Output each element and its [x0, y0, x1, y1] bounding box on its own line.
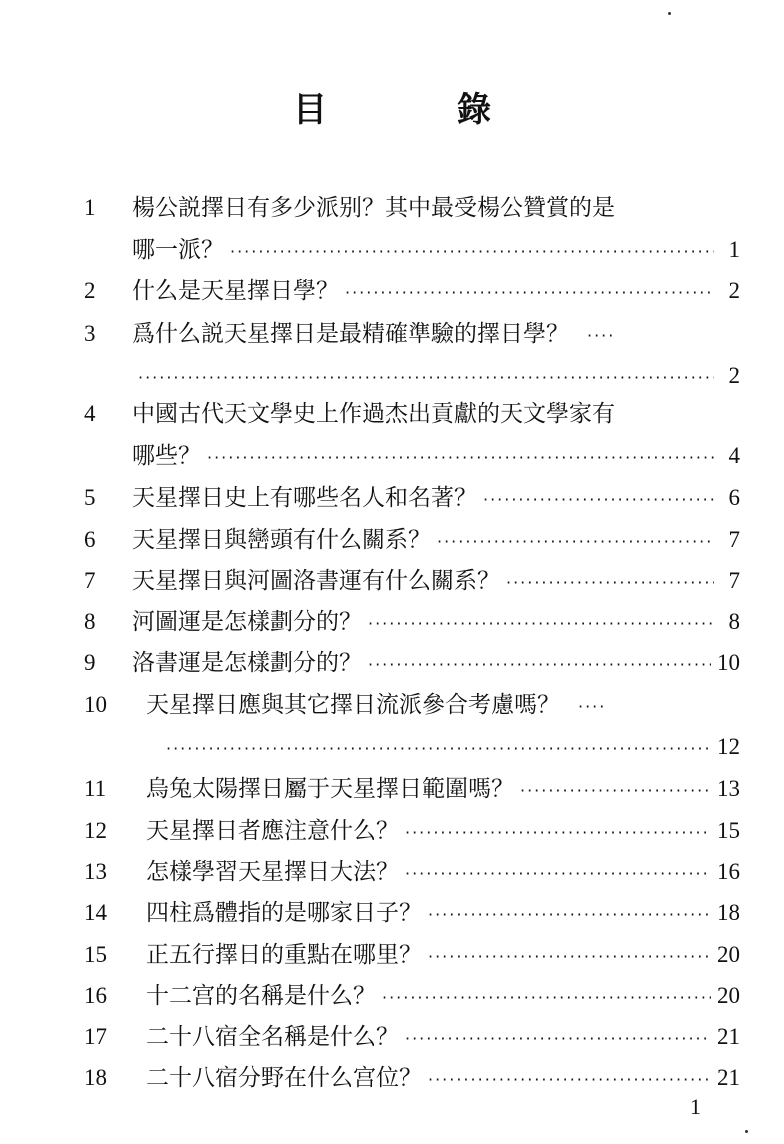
toc-entry-page: 4 — [728, 443, 740, 468]
toc-entry-page: 7 — [728, 568, 740, 593]
toc-entry-line — [146, 1062, 740, 1094]
leader-dots — [405, 817, 711, 849]
toc-entry-page: 21 — [717, 1065, 740, 1090]
leader-dots — [578, 691, 608, 723]
toc-entry-title: 天星擇日與巒頭有什么關系？ — [132, 527, 431, 553]
toc-entry-line — [146, 815, 740, 847]
toc-entry-line — [146, 980, 740, 1012]
toc-entry-page: 20 — [717, 983, 740, 1008]
toc-entry-page: 7 — [728, 527, 740, 552]
toc-entry-number: 18 — [84, 1065, 107, 1090]
leader-dots — [428, 899, 711, 931]
leader-dots — [405, 1023, 711, 1055]
toc-entry-page: 12 — [717, 734, 740, 759]
toc-entry-page: 8 — [728, 609, 740, 634]
toc-entry-number: 9 — [84, 650, 96, 675]
toc-entry-title: 二十八宿分野在什么宫位？ — [146, 1065, 422, 1091]
toc-entry-number: 10 — [84, 692, 107, 717]
toc-entry-title: 什么是天星擇日學？ — [132, 278, 339, 304]
toc-entry-title: 怎樣學習天星擇日大法？ — [146, 859, 399, 885]
toc-entry-title: 天星擇日史上有哪些名人和名著？ — [132, 485, 477, 511]
toc-entry-line — [132, 360, 740, 392]
toc-entry-number: 13 — [84, 859, 107, 884]
toc-entry-page: 13 — [717, 776, 740, 801]
toc-entry-page: 20 — [717, 942, 740, 967]
toc-entry-line — [146, 773, 740, 805]
leader-dots — [428, 1064, 711, 1096]
leader-dots — [520, 775, 711, 807]
toc-entry-page: 6 — [728, 485, 740, 510]
toc-entry-line — [160, 731, 740, 763]
page-title: 目 錄 — [293, 90, 539, 130]
toc-entry-page: 21 — [717, 1024, 740, 1049]
toc-entry-line — [146, 856, 740, 888]
leader-dots — [345, 277, 714, 309]
toc-entry-title: 中國古代天文學史上作過杰出貢獻的天文學家有 — [132, 401, 615, 427]
toc-entry-page: 18 — [717, 900, 740, 925]
toc-entry-title: 正五行擇日的重點在哪里？ — [146, 942, 422, 968]
leader-dots — [483, 484, 714, 516]
leader-dots — [506, 567, 714, 599]
leader-dots — [382, 982, 711, 1014]
leader-dots — [166, 733, 711, 765]
print-speck — [668, 12, 671, 15]
toc-entry-number: 16 — [84, 983, 107, 1008]
toc-entry-number: 14 — [84, 900, 107, 925]
toc-entry-page: 2 — [728, 278, 740, 303]
toc-entry-line — [132, 234, 740, 266]
print-speck — [745, 1130, 748, 1133]
toc-entry-title: 四柱爲體指的是哪家日子？ — [146, 900, 422, 926]
toc-entry-line — [132, 647, 740, 679]
leader-dots — [368, 608, 714, 640]
toc-entry-line — [132, 318, 740, 350]
toc-entry-title: 天星擇日應與其它擇日流派參合考慮嗎？ — [146, 692, 560, 718]
toc-entry-number: 6 — [84, 527, 96, 552]
toc-entry-number: 15 — [84, 942, 107, 967]
toc-entry-title: 哪些？ — [132, 443, 201, 469]
toc-entry-line — [146, 1021, 740, 1053]
toc-entry-number: 5 — [84, 485, 96, 510]
toc-entry-line — [146, 939, 740, 971]
toc-entry-number: 2 — [84, 278, 96, 303]
toc-entry-line — [132, 565, 740, 597]
toc-entry-number: 17 — [84, 1024, 107, 1049]
toc-entry-line — [132, 482, 740, 514]
leader-dots — [368, 649, 711, 681]
toc-entry-page: 15 — [717, 818, 740, 843]
toc-entry-line — [132, 398, 740, 430]
toc-entry-line — [146, 897, 740, 929]
leader-dots — [437, 526, 714, 558]
toc-entry-title: 烏兔太陽擇日屬于天星擇日範圍嗎？ — [146, 776, 514, 802]
toc-entry-line — [132, 192, 740, 224]
toc-entry-title: 天星擇日者應注意什么？ — [146, 818, 399, 844]
toc-entry-line — [132, 440, 740, 472]
toc-entry-number: 7 — [84, 568, 96, 593]
toc-entry-number: 3 — [84, 321, 96, 346]
leader-dots — [405, 858, 711, 890]
leader-dots — [207, 442, 714, 474]
toc-entry-number: 8 — [84, 609, 96, 634]
toc-entry-title: 河圖運是怎樣劃分的？ — [132, 609, 362, 635]
toc-entry-line — [132, 275, 740, 307]
toc-entry-line — [132, 524, 740, 556]
toc-entry-page: 2 — [728, 363, 740, 388]
leader-dots — [587, 320, 617, 352]
leader-dots — [138, 362, 714, 394]
toc-entry-number: 1 — [84, 195, 96, 220]
toc-entry-number: 12 — [84, 818, 107, 843]
toc-entry-title: 洛書運是怎樣劃分的？ — [132, 650, 362, 676]
toc-entry-title: 哪一派？ — [132, 237, 224, 263]
toc-entry-line — [132, 606, 740, 638]
toc-entry-title: 爲什么説天星擇日是最精確準驗的擇日學？ — [132, 321, 569, 347]
page-number: 1 — [690, 1094, 701, 1119]
toc-entry-title: 十二宫的名稱是什么？ — [146, 983, 376, 1009]
toc-entry-number: 4 — [84, 401, 96, 426]
toc-entry-page: 1 — [728, 237, 740, 262]
toc-entry-title: 楊公説擇日有多少派别？其中最受楊公贊賞的是 — [132, 195, 615, 221]
toc-entry-number: 11 — [84, 776, 107, 801]
toc-entry-title: 二十八宿全名稱是什么？ — [146, 1024, 399, 1050]
toc-entry-page: 16 — [717, 859, 740, 884]
toc-entry-page: 10 — [717, 650, 740, 675]
toc-entry-line — [146, 689, 740, 721]
leader-dots — [428, 941, 711, 973]
leader-dots — [230, 236, 714, 268]
toc-entry-title: 天星擇日與河圖洛書運有什么關系？ — [132, 568, 500, 594]
